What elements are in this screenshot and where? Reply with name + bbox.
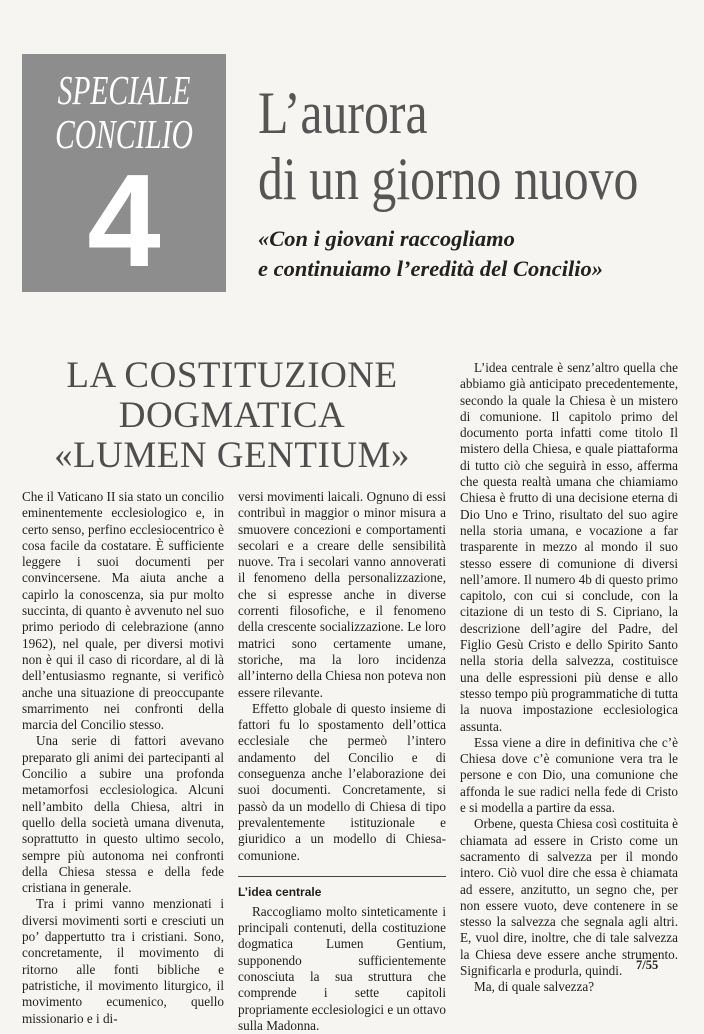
headline-line-1: LA COSTITUZIONE — [66, 355, 398, 396]
badge-number: 4 — [87, 147, 161, 294]
article-title — [258, 80, 688, 212]
badge-line-1: SPECIALE — [57, 67, 191, 113]
badge-line-2: CONCILIO — [55, 111, 193, 157]
headline-line-2: DOGMATICA — [118, 395, 346, 436]
paragraph: versi movimenti laicali. Ognuno di essi contribuì in maggior o minor misura a smuovere concezioni e comportamenti secolari e a creare delle sensibilità nuove. Tra i secolari vanno annoverati il fenomeno della personalizzazione, che si espresse anche in diverse correnti filosofiche, e il fenomeno della crescente socializzazione. Le loro matrici sono certamente umane, storiche, ma la loro incidenza all’interno della Chiesa non poteva non essere rilevante. — [238, 489, 446, 700]
paragraph: Una serie di fattori avevano preparato gli animi dei partecipanti al Concilio a subire una profonda metamorfosi ecclesiologica. Alcuni nell’ambito della Chiesa, altri in quello della società umana divenuta, soprattutto in questo ultimo secolo, sempre più autonoma nei confronti della Chiesa stessa e della fede cristiana in generale. — [22, 733, 224, 896]
section-headline — [22, 356, 442, 476]
section-heading-idea-centrale: L’idea centrale — [238, 876, 446, 900]
paragraph: L’idea centrale è senz’altro quella che abbiamo già anticipato precedentemente, secondo la quale la Chiesa è un mistero di comunione. Il capitolo primo del documento porta infatti come titolo Il mistero della Chiesa, e quale piattaforma di tutto ciò che seguirà in esso, afferma che questa realtà umana che chiamiamo Chiesa è frutto di una decisione eterna di Dio Uno e Trino, risultato del suo agire nella storia umana, e vocazione a far trasparente in mezzo al mondo il suo stesso essere di comunione di diversi nell’amore. Il numero 4b di questo primo capitolo, con cui si conclude, con la citazione di un testo di S. Cipriano, la descrizione dell’agire del Padre, del Figlio Gesù Cristo e dello Spirito Santo nella storia della salvezza, costituisce una delle espressioni più dense e allo stesso tempo più programmatiche di tutta la nuova impostazione ecclesiologica assunta. — [460, 360, 678, 734]
title-line-1: L’aurora — [258, 80, 428, 146]
paragraph: Effetto globale di questo insieme di fattori fu lo spostamento dell’ottica ecclesiale che permeò l’intero andamento del Concilio e di conseguenza anche l’elaborazione dei suoi documenti. Concretamente, si passò da un modello di Chiesa di tipo prevalentemente istituzionale e giuridico a un modello di Chiesa-comunione. — [238, 700, 446, 863]
paragraph: Ma, di quale salvezza? — [474, 979, 595, 995]
headline-line-3: «LUMEN GENTIUM» — [54, 435, 410, 476]
text-column-3 — [460, 360, 678, 996]
article-subtitle — [258, 224, 688, 284]
paragraph: Raccogliamo molto sinteticamente i principali contenuti, della costituzione dogmatica Lumen Gentium, supponendo sufficientemente conosciuta la sua struttura che comprende i sette capitoli propriamente ecclesiologici e un ottavo sulla Madonna. — [238, 903, 446, 1033]
paragraph: Essa viene a dire in definitiva che c’è Chiesa dove c’è comunione vera tra le persone e con Dio, una comunione che affonda le sue radici nella fede di Cristo e si modella a partire da essa. — [460, 734, 678, 816]
paragraph: Che il Vaticano II sia stato un concilio eminentemente ecclesiologico e, in certo senso, perfino ecclesiocentrico è cosa facile da costatare. È sufficiente leggere i suoi documenti per convincersene. Ma aiuta anche a capirlo la conoscenza, sia pur molto succinta, di quanto è avvenuto nel suo primo periodo di celebrazione (anno 1962), nel quale, per diversi motivi non è qui il caso di ricordare, al di là dell’entusiasmo regnante, si verificò anche una situazione di preoccupante smarrimento nei confronti della marcia del Concilio stesso. — [22, 489, 224, 733]
subtitle-line-2: e continuiamo l’eredità del Concilio» — [258, 256, 603, 281]
paragraph: Orbene, questa Chiesa così costituita è chiamata ad essere in Cristo come un sacramento di salvezza per il mondo intero. Ciò vuol dire che essa è chiamata ad essere, anzitutto, un segno che, per non essere vuoto, deve contenere in se stesso la salvezza che segnala agli altri. E, vuol dire, inoltre, che di tale salvezza la Chiesa deve essere anche strumento. Significarla e produrla, quindi. — [460, 816, 678, 978]
title-line-2: di un giorno nuovo — [258, 146, 639, 212]
text-column-2 — [238, 489, 446, 1034]
text-column-1 — [22, 489, 224, 1027]
subtitle-line-1: «Con i giovani raccogliamo — [258, 226, 515, 251]
speciale-concilio-badge — [22, 54, 226, 292]
page-number: 7/55 — [636, 958, 659, 972]
paragraph: Tra i primi vanno menzionati i diversi movimenti sorti e cresciuti un po’ dappertutto tra i cristiani. Sono, concretamente, il movimento di ritorno alle fonti bibliche e patristiche, il movimento liturgico, il movimento ecumenico, quello missionario e i di- — [22, 896, 224, 1026]
